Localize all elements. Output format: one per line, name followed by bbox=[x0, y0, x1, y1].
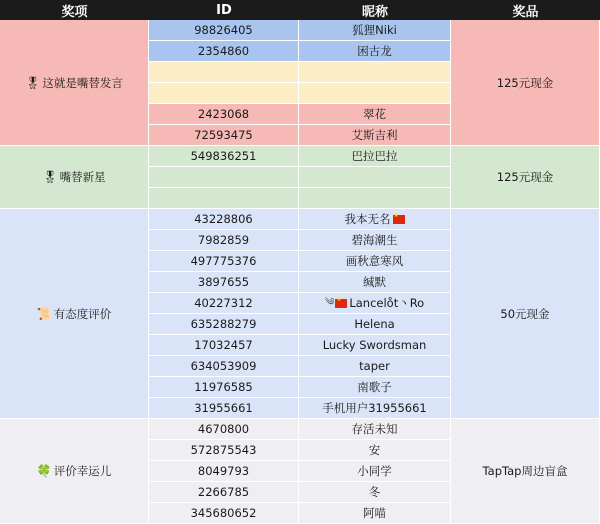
header-nickname: 昵称 bbox=[299, 0, 451, 20]
id-cell: 635288279 bbox=[149, 314, 299, 335]
nickname-cell bbox=[299, 188, 451, 209]
nickname-text: taper bbox=[359, 359, 390, 373]
gold-medal-icon: 🎖 bbox=[25, 75, 41, 90]
id-cell: 572875543 bbox=[149, 440, 299, 461]
id-cell: 11976585 bbox=[149, 377, 299, 398]
award-label bbox=[37, 463, 111, 479]
header-prize: 奖品 bbox=[451, 0, 600, 20]
nickname-cell bbox=[299, 20, 451, 41]
nickname-text: 画秋意寒风 bbox=[345, 254, 404, 268]
nickname-cell bbox=[299, 41, 451, 62]
nickname-cell bbox=[299, 398, 451, 419]
award-label bbox=[37, 306, 111, 322]
id-cell: 40227312 bbox=[149, 293, 299, 314]
nickname-text: 缄默 bbox=[363, 275, 386, 289]
scroll-icon: 📜 bbox=[36, 306, 52, 321]
nickname-cell bbox=[299, 167, 451, 188]
nickname-text: Helena bbox=[354, 317, 395, 331]
nickname-text: 碧海潮生 bbox=[351, 233, 398, 247]
award-label bbox=[42, 169, 105, 185]
award-label bbox=[25, 75, 123, 91]
prize-cell: TapTap周边盲盒 bbox=[451, 419, 600, 524]
id-cell bbox=[149, 167, 299, 188]
id-cell: 98826405 bbox=[149, 20, 299, 41]
nickname-text: Lancelo̊t丶Ro bbox=[349, 296, 425, 310]
nickname-cell bbox=[299, 104, 451, 125]
nickname-cell bbox=[299, 293, 451, 314]
prize-cell: 125元现金 bbox=[451, 146, 600, 209]
nickname-cell bbox=[299, 440, 451, 461]
header-award: 奖项 bbox=[0, 0, 149, 20]
id-cell: 549836251 bbox=[149, 146, 299, 167]
award-name: 评价幸运儿 bbox=[53, 464, 112, 478]
id-cell bbox=[149, 188, 299, 209]
nickname-cell bbox=[299, 356, 451, 377]
id-cell: 31955661 bbox=[149, 398, 299, 419]
id-cell: 2354860 bbox=[149, 41, 299, 62]
four-leaf-clover-icon: 🍀 bbox=[36, 464, 52, 478]
prize-cell: 125元现金 bbox=[451, 20, 600, 146]
medal-icon: 🎖 bbox=[42, 170, 58, 184]
nickname-text: 南歌子 bbox=[357, 380, 392, 394]
id-cell: 497775376 bbox=[149, 251, 299, 272]
id-cell: 345680652 bbox=[149, 503, 299, 524]
nickname-text: 阿喵 bbox=[363, 506, 386, 520]
id-cell: 43228806 bbox=[149, 209, 299, 230]
nickname-text: 艾斯吉利 bbox=[351, 128, 398, 142]
nickname-text: 我本无名 bbox=[344, 212, 391, 226]
nickname-cell bbox=[299, 146, 451, 167]
nickname-text: 翠花 bbox=[363, 107, 386, 121]
nickname-cell bbox=[299, 419, 451, 440]
nickname-cell bbox=[299, 230, 451, 251]
nickname-cell bbox=[299, 251, 451, 272]
nickname-cell bbox=[299, 125, 451, 146]
nickname-cell bbox=[299, 209, 451, 230]
nickname-text: 冬 bbox=[368, 485, 381, 499]
id-cell bbox=[149, 83, 299, 104]
id-cell: 2266785 bbox=[149, 482, 299, 503]
nickname-text: 狐狸Niki bbox=[352, 23, 397, 37]
china-flag-icon bbox=[335, 299, 347, 308]
nickname-text: 安 bbox=[368, 443, 381, 457]
award-cell bbox=[0, 146, 149, 209]
nickname-cell bbox=[299, 335, 451, 356]
award-cell bbox=[0, 20, 149, 146]
award-name: 嘴替新星 bbox=[59, 170, 106, 184]
wave-icon: ༄ bbox=[324, 297, 335, 308]
award-cell bbox=[0, 419, 149, 524]
nickname-cell bbox=[299, 461, 451, 482]
id-cell bbox=[149, 62, 299, 83]
nickname-cell bbox=[299, 503, 451, 524]
nickname-cell bbox=[299, 83, 451, 104]
nickname-cell bbox=[299, 62, 451, 83]
id-cell: 3897655 bbox=[149, 272, 299, 293]
nickname-text: 手机用户31955661 bbox=[322, 401, 427, 415]
id-cell: 2423068 bbox=[149, 104, 299, 125]
id-cell: 72593475 bbox=[149, 125, 299, 146]
nickname-text: 困古龙 bbox=[357, 44, 392, 58]
nickname-text: Lucky Swordsman bbox=[322, 338, 427, 352]
nickname-cell bbox=[299, 272, 451, 293]
nickname-cell bbox=[299, 377, 451, 398]
id-cell: 4670800 bbox=[149, 419, 299, 440]
prize-cell: 50元现金 bbox=[451, 209, 600, 419]
header-id: ID bbox=[149, 0, 299, 20]
id-cell: 634053909 bbox=[149, 356, 299, 377]
nickname-text: 小同学 bbox=[357, 464, 392, 478]
china-flag-icon bbox=[393, 215, 405, 224]
award-cell bbox=[0, 209, 149, 419]
nickname-cell bbox=[299, 314, 451, 335]
id-cell: 7982859 bbox=[149, 230, 299, 251]
nickname-text: 巴拉巴拉 bbox=[351, 149, 398, 163]
id-cell: 8049793 bbox=[149, 461, 299, 482]
nickname-text: 存活未知 bbox=[351, 422, 398, 436]
id-cell: 17032457 bbox=[149, 335, 299, 356]
award-name: 有态度评价 bbox=[53, 306, 112, 321]
nickname-cell bbox=[299, 482, 451, 503]
award-name: 这就是嘴替发言 bbox=[42, 75, 123, 90]
